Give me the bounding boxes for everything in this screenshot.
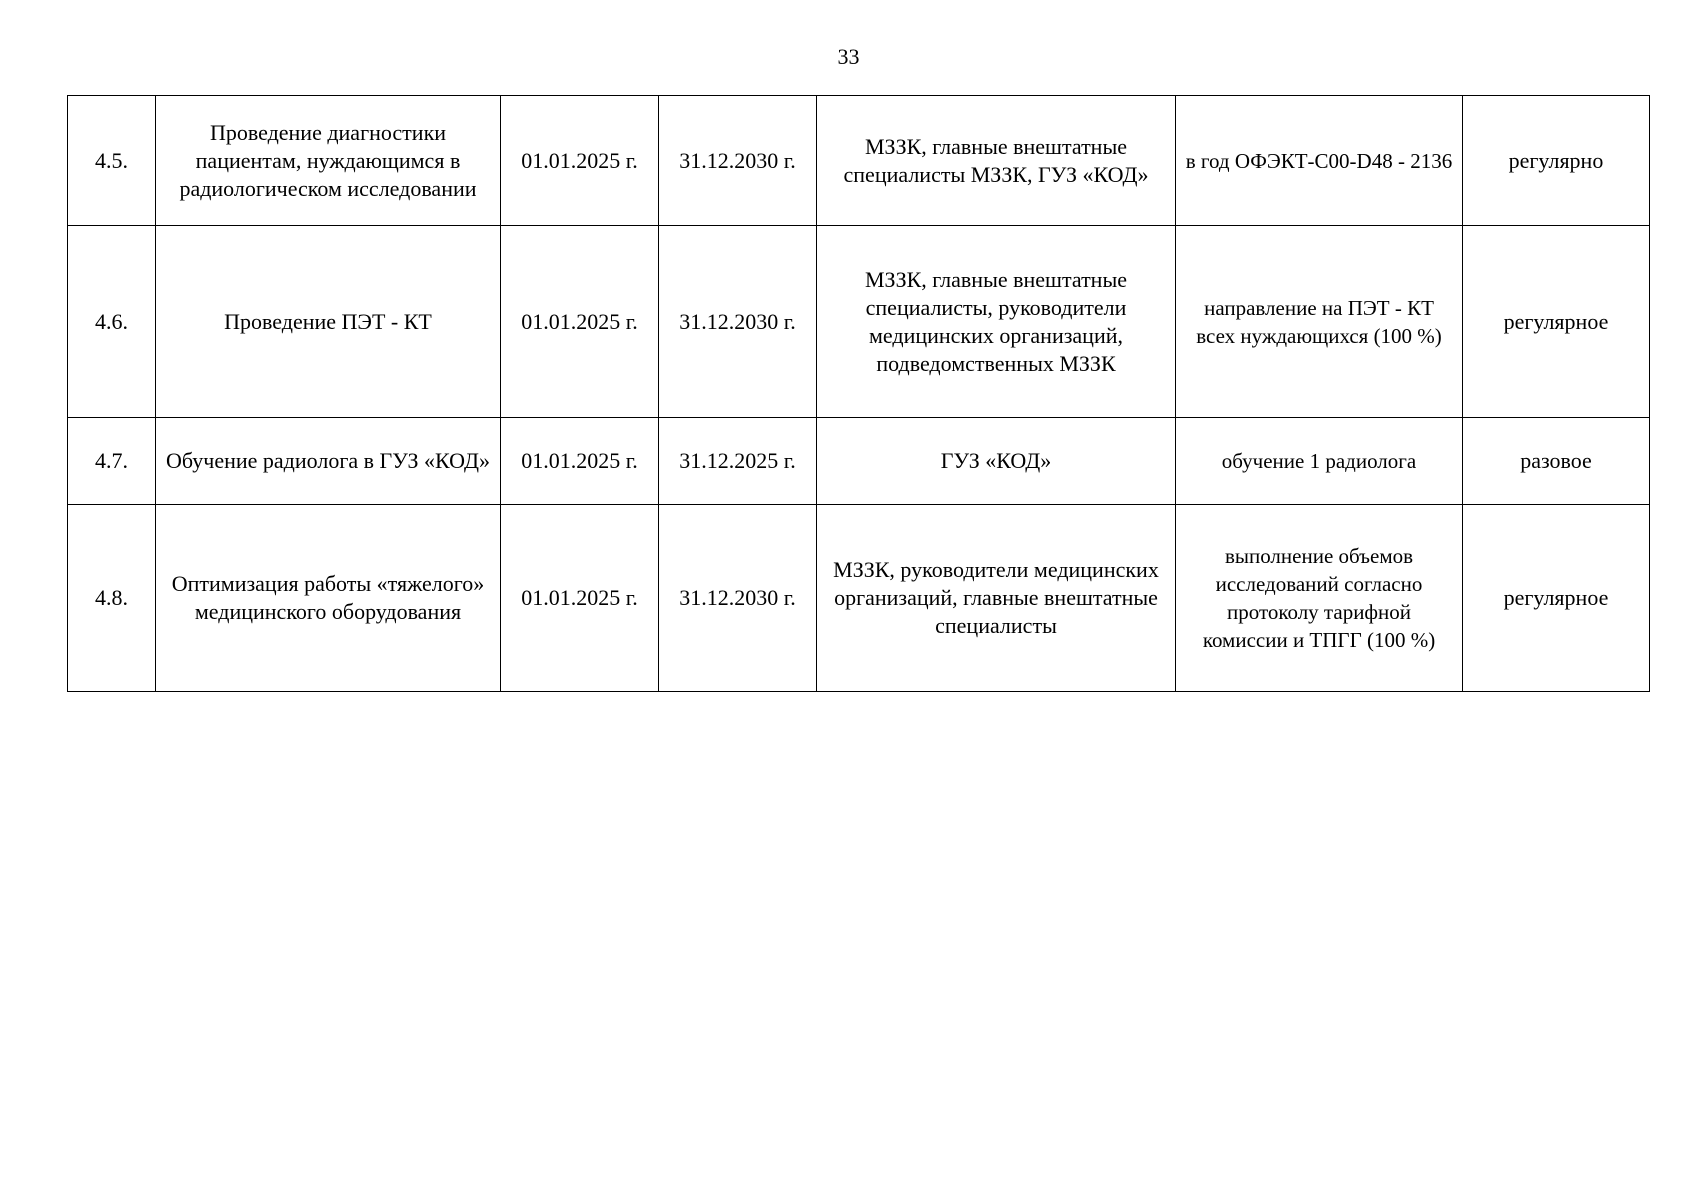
activity-name-cell: Проведение ПЭТ - КТ [156, 226, 501, 418]
periodicity-cell: разовое [1463, 418, 1650, 505]
responsible-cell: МЗЗК, главные внештатные специалисты, руководители медицинских организаций, подведомственных МЗЗК [817, 226, 1176, 418]
activity-name-cell: Обучение радиолога в ГУЗ «КОД» [156, 418, 501, 505]
start-date-cell: 01.01.2025 г. [501, 96, 659, 226]
page-number: 33 [837, 44, 860, 69]
activity-name-cell: Проведение диагностики пациентам, нуждающимся в радиологическом исследовании [156, 96, 501, 226]
responsible-cell: МЗЗК, главные внештатные специалисты МЗЗК, ГУЗ «КОД» [817, 96, 1176, 226]
periodicity-cell: регулярно [1463, 96, 1650, 226]
start-date-cell: 01.01.2025 г. [501, 505, 659, 692]
periodicity-cell: регулярное [1463, 226, 1650, 418]
end-date-cell: 31.12.2025 г. [659, 418, 817, 505]
start-date-cell: 01.01.2025 г. [501, 226, 659, 418]
responsible-cell: МЗЗК, руководители медицинских организаций, главные внештатные специалисты [817, 505, 1176, 692]
item-number-cell: 4.8. [68, 505, 156, 692]
table-row [68, 418, 1650, 505]
result-cell: направление на ПЭТ - КТ всех нуждающихся (100 %) [1176, 226, 1463, 418]
activities-table [67, 95, 1650, 692]
result-cell: в год ОФЭКТ-C00-D48 - 2136 [1176, 96, 1463, 226]
table-row [68, 96, 1650, 226]
end-date-cell: 31.12.2030 г. [659, 505, 817, 692]
responsible-cell: ГУЗ «КОД» [817, 418, 1176, 505]
item-number-cell: 4.6. [68, 226, 156, 418]
start-date-cell: 01.01.2025 г. [501, 418, 659, 505]
activity-name-cell: Оптимизация работы «тяжелого» медицинского оборудования [156, 505, 501, 692]
result-cell: обучение 1 радиолога [1176, 418, 1463, 505]
end-date-cell: 31.12.2030 г. [659, 226, 817, 418]
table-row [68, 226, 1650, 418]
table-row [68, 505, 1650, 692]
end-date-cell: 31.12.2030 г. [659, 96, 817, 226]
periodicity-cell: регулярное [1463, 505, 1650, 692]
result-cell: выполнение объемов исследований согласно протоколу тарифной комиссии и ТПГГ (100 %) [1176, 505, 1463, 692]
item-number-cell: 4.5. [68, 96, 156, 226]
item-number-cell: 4.7. [68, 418, 156, 505]
